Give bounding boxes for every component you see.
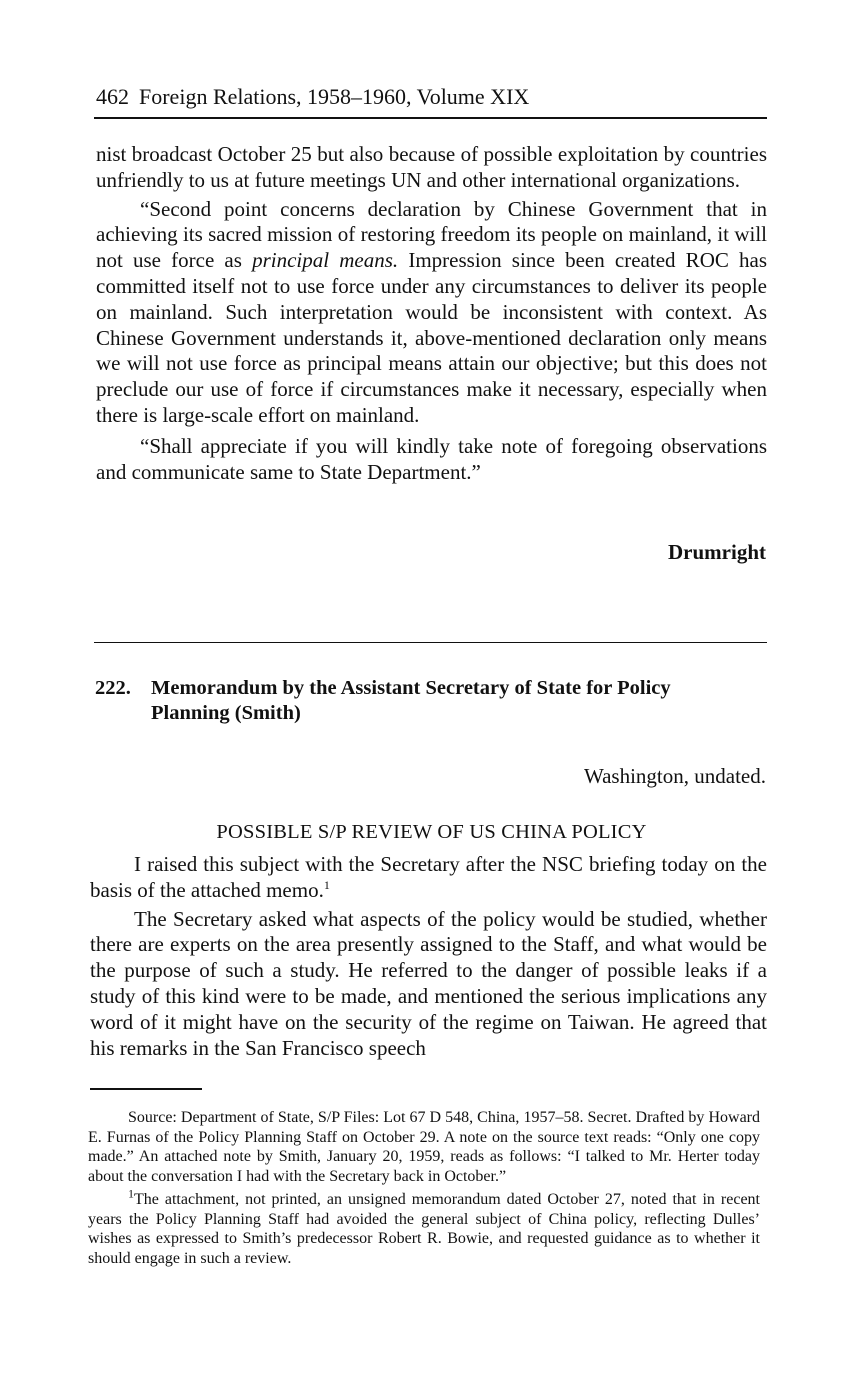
paragraph: The Secretary asked what aspects of the policy would be studied, whether there are experts on the area presently assigned to the Staff, and what would be the purpose of such a study. He referred to the danger of possible leaks if a study of this kind were to be made, and mentioned the serious implications any word of it might have on the security of the regime on Taiwan. He agreed that his remarks in the San Francisco speech: [90, 906, 767, 1060]
footnote-marker: 1: [128, 1186, 134, 1201]
paragraph-text: I raised this subject with the Secretary after the NSC briefing today on the basis of the attached memo.: [90, 852, 767, 902]
document-221-continuation: [96, 142, 767, 485]
footnote-ref: 1: [323, 877, 330, 892]
document-title: Memorandum by the Assistant Secretary of State for Policy Planning (Smith): [151, 677, 671, 724]
document-222-body: [90, 852, 767, 1061]
paragraph-text: “Second point concerns declaration by Chinese Government that in achieving its sacred mission of restoring freedom its people on mainland, it will not use force as: [96, 196, 767, 273]
paragraph: nist broadcast October 25 but also because of possible exploitation by countries unfriendly to us at future meetings UN and other international organizations.: [96, 142, 767, 192]
running-title: Foreign Relations, 1958–1960, Volume XIX: [139, 84, 530, 109]
footnote-rule: [90, 1088, 202, 1090]
section-title: POSSIBLE S/P REVIEW OF US CHINA POLICY: [216, 821, 647, 843]
source-note: Source: Department of State, S/P Files: Lot 67 D 548, China, 1957–58. Secret. Drafted by Howard E. Furnas of the Policy Planning Staff on October 29. A note on the source text reads: “Only one copy made.” An attached note by Smith, January 20, 1959, reads as follows: “I talked to Mr. Herter today about the conversation I had with the Secretary back in October.”: [88, 1109, 760, 1185]
footnote-text: The attachment, not printed, an unsigned memorandum dated October 27, noted that in recent years the Policy Planning Staff had avoided the general subject of China policy, reflecting Dulles’ wishes as expressed to Smith’s predecessor Robert R. Bowie, and requested guidance as to whether it should engage in such a review.: [88, 1191, 760, 1267]
paragraph: “Shall appreciate if you will kindly take note of foregoing observations and communicate same to State Department.”: [96, 433, 767, 484]
paragraph: [96, 197, 767, 429]
running-header: [96, 82, 766, 112]
document-separator-rule: [94, 642, 767, 643]
header-rule: [94, 117, 767, 119]
footnote-1: [88, 1186, 760, 1268]
document-number: 222.: [95, 677, 131, 699]
page-number: 462: [96, 84, 129, 109]
paragraph: [90, 852, 767, 904]
dateline: Washington, undated.: [583, 764, 766, 788]
paragraph-text: Impression since been created ROC has committed itself not to use force under any circumstances to deliver its people on mainland. Such interpretation would be inconsistent with context. As Chinese Government understands it, above-mentioned declaration only means we will not use force as principal means attain our objective; but this does not preclude our use of force if circumstances make it necessary, especially when there is large-scale effort on mainland.: [96, 248, 768, 427]
italic-phrase: principal means.: [252, 248, 399, 273]
signature: Drumright: [668, 540, 766, 564]
footnotes: [88, 1108, 760, 1268]
